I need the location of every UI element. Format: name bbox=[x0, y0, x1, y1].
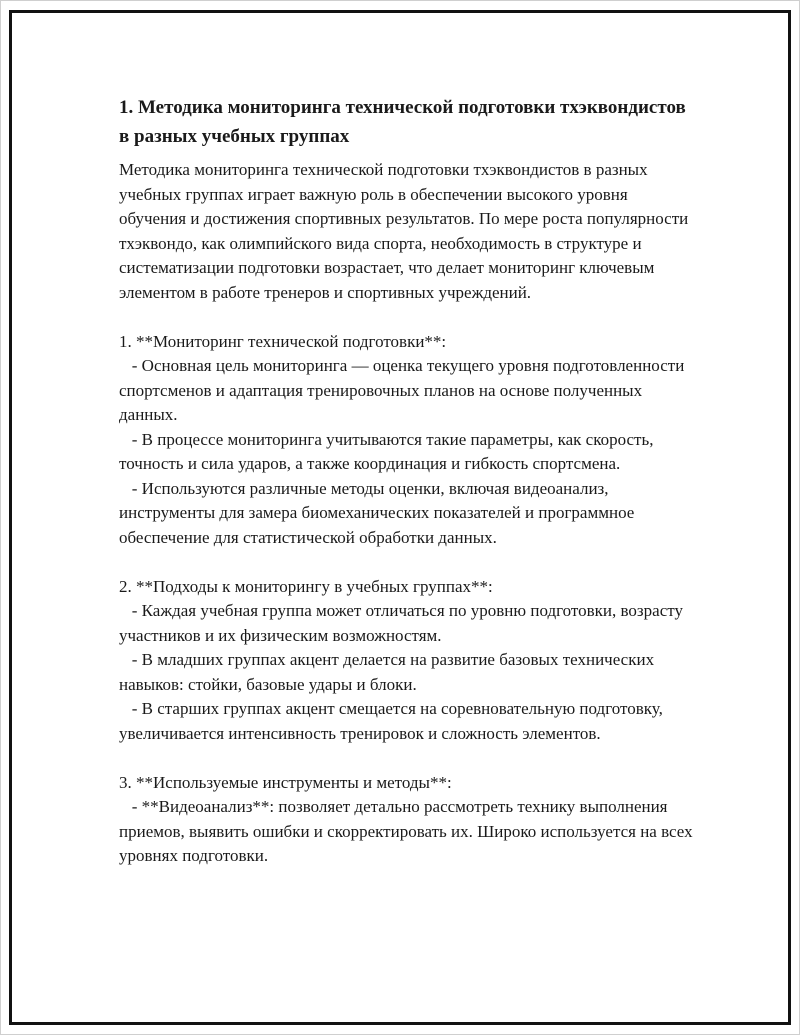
list-item: - Используются различные методы оценки, включая видеоанализ, инструменты для замера биомеханических показателей и программное обеспечение для статистической обработки данных. bbox=[119, 478, 639, 547]
section-approaches bbox=[119, 575, 699, 747]
list-item: - Основная цель мониторинга — оценка текущего уровня подготовленности спортсменов и адаптация тренировочных планов на основе полученных данных. bbox=[119, 356, 689, 424]
list-item: - В младших группах акцент делается на развитие базовых технических навыков: стойки, базовые удары и блоки. bbox=[119, 650, 659, 694]
list-item: - В старших группах акцент смещается на соревновательную подготовку, увеличивается интенсивность тренировок и сложность элементов. bbox=[119, 699, 668, 743]
section-heading: 1. **Мониторинг технической подготовки**: bbox=[119, 331, 447, 351]
document-body bbox=[119, 93, 699, 869]
section-tools bbox=[119, 771, 699, 869]
section-heading: 2. **Подходы к мониторингу в учебных группах**: bbox=[119, 576, 493, 596]
section-monitoring bbox=[119, 330, 699, 551]
list-item: - В процессе мониторинга учитываются такие параметры, как скорость, точность и сила ударов, а также координация и гибкость спортсмена. bbox=[119, 429, 658, 473]
intro-paragraph: Методика мониторинга технической подготовки тхэквондистов в разных учебных группах играет важную роль в обеспечении высокого уровня обучения и достижения спортивных результатов. По мере роста популярности тхэквондо, как олимпийского вида спорта, необходимость в структуре и систематизации подготовки возрастает, что делает мониторинг ключевым элементом в работе тренеров и спортивных учреждений. bbox=[119, 160, 693, 302]
list-item: - Каждая учебная группа может отличаться по уровню подготовки, возрасту участников и их физическим возможностям. bbox=[119, 601, 688, 645]
document-title: 1. Методика мониторинга технической подготовки тхэквондистов в разных учебных группах bbox=[119, 97, 686, 147]
list-item: - **Видеоанализ**: позволяет детально рассмотреть технику выполнения приемов, выявить ошибки и скорректировать их. Широко используется на всех уровнях подготовки. bbox=[119, 797, 697, 865]
section-heading: 3. **Используемые инструменты и методы**: bbox=[119, 772, 452, 792]
